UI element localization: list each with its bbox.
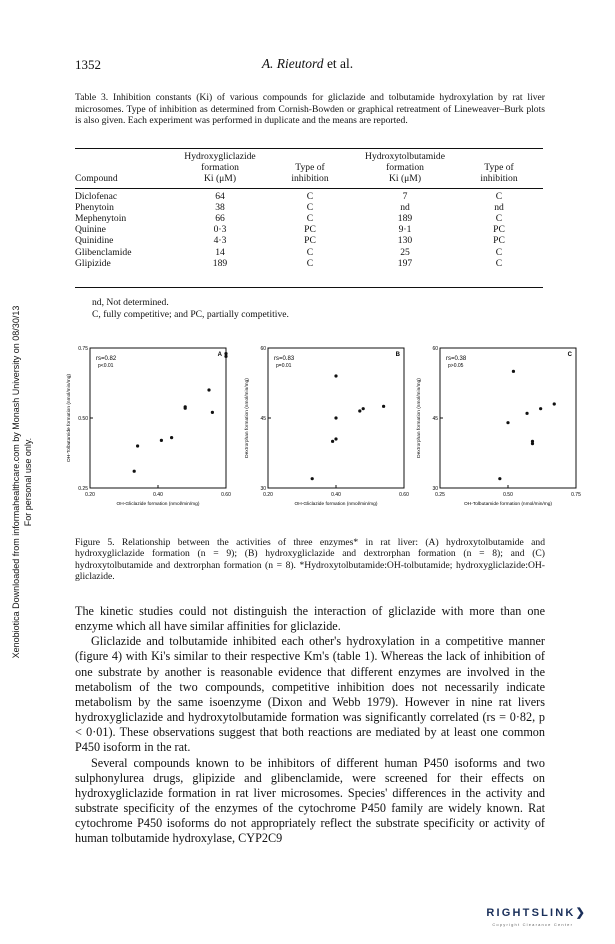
rightslink-logo-subtitle: Copyright Clearance Center <box>492 922 574 927</box>
group-header-gliclazide: Hydroxygliclazide <box>184 151 256 162</box>
type-tolbutamide-cell: C <box>495 257 503 269</box>
panel-label: B <box>395 352 400 358</box>
y-tick-label: 45 <box>260 416 266 422</box>
table-caption: Table 3. Inhibition constants (Ki) of various compounds for gliclazide and tolbutamide hydroxylation by rat liver microsomes. Type of inhibition as determined from Cornish-Bowden or graphical retreatment of Lineweaver–Burk plots is also given. Each experiment was performed in duplicate and the means are reported. <box>75 92 545 127</box>
group-header-tolbutamide: Hydroxytolbutamide <box>365 151 445 162</box>
table-row <box>75 213 543 224</box>
data-point <box>224 355 227 358</box>
stat-p: p<0.01 <box>98 363 114 369</box>
stat-p: p>0.05 <box>448 363 464 369</box>
y-axis-label: OH-Tolbutamide formation (nmol/min/mg) <box>67 374 72 462</box>
scatter-panel-b <box>236 342 411 537</box>
body-paragraph-1: The kinetic studies could not distinguish the interaction of gliclazide with more than one enzyme which all have similar affinities for gliclazide. <box>75 604 545 634</box>
compound-cell: Glipizide <box>75 257 111 269</box>
y-tick-label: 0.50 <box>78 416 88 422</box>
body-text <box>75 604 545 847</box>
y-tick-label: 30 <box>260 486 266 492</box>
x-axis-label: OH-Tolbutamide formation (nmol/min/mg) <box>464 502 552 507</box>
table-top-rule <box>75 148 543 149</box>
chevron-right-icon: ❯ <box>575 907 587 919</box>
rightslink-logo-text: RIGHTSLINK <box>486 907 576 919</box>
table-body <box>75 191 543 269</box>
compound-cell: Quinidine <box>75 235 114 247</box>
type-gliclazide-cell: C <box>306 190 314 202</box>
stat-rs: rs=0.83 <box>274 356 295 362</box>
scatter-chart <box>408 342 583 532</box>
running-head-authors: A. Rieutord <box>261 56 324 71</box>
x-tick-label: 0.60 <box>399 492 409 498</box>
data-point <box>539 407 542 410</box>
table-row <box>75 247 543 258</box>
page-number: 1352 <box>75 57 101 72</box>
table-row <box>75 258 543 269</box>
stat-p: p=0.01 <box>276 363 292 369</box>
data-point <box>362 407 365 410</box>
compound-cell: Phenytoin <box>75 201 114 213</box>
x-axis-label: OH-Gliclazide formation (nmol/min/mg) <box>116 502 200 507</box>
table-row <box>75 224 543 235</box>
data-point <box>170 436 173 439</box>
stat-rs: rs=0.38 <box>446 356 467 362</box>
ki-tolbutamide-cell: 25 <box>400 246 410 258</box>
panel-label: C <box>567 352 572 358</box>
type-gliclazide-cell: PC <box>304 224 316 236</box>
type-gliclazide-cell: C <box>306 246 314 258</box>
scatter-chart <box>236 342 411 532</box>
scatter-panel-a <box>58 342 233 537</box>
x-tick-label: 0.40 <box>331 492 341 498</box>
stat-rs: rs=0.82 <box>96 356 117 362</box>
col-compound: Compound <box>75 173 118 185</box>
ki-gliclazide-cell: 14 <box>215 246 225 258</box>
compound-cell: Quinine <box>75 224 106 236</box>
col-type-2a: Type of <box>484 162 514 174</box>
table-row <box>75 191 543 202</box>
data-point <box>334 374 337 377</box>
inhibition-table <box>75 151 543 269</box>
col-type-1b: inhibition <box>291 173 329 185</box>
x-tick-label: 0.25 <box>435 492 445 498</box>
body-paragraph-3: Several compounds known to be inhibitors of different human P450 isoforms and two sulphonylurea drugs, glipizide and glibenclamide, were screened for their effects on hydroxygliclazide formation in rat liver microsomes. Species' differences in the activity and substrate specificity of the enzymes of the cytochrome P450 family are widely known. Rat cytochrome P450 isoforms do not appropriately reflect the substrate specificity or activity of human tolbutamide hydroxylase, CYP2C9 <box>75 755 545 846</box>
data-point <box>224 352 227 355</box>
compound-cell: Glibenclamide <box>75 246 132 258</box>
data-point <box>184 407 187 410</box>
data-point <box>331 440 334 443</box>
type-tolbutamide-cell: nd <box>494 201 504 213</box>
ki-gliclazide-cell: 64 <box>215 190 225 202</box>
table-bottom-rule <box>75 287 543 288</box>
data-point <box>553 402 556 405</box>
running-head <box>0 56 615 72</box>
data-point <box>311 477 314 480</box>
ki-tolbutamide-cell: 189 <box>397 213 413 225</box>
table-note-types: C, fully competitive; and PC, partially competitive. <box>92 309 289 320</box>
compound-cell: Diclofenac <box>75 190 118 202</box>
table-row <box>75 202 543 213</box>
ki-tolbutamide-cell: 197 <box>397 257 413 269</box>
watermark-line-2: For personal use only. <box>23 437 33 527</box>
ki-gliclazide-cell: 4·3 <box>213 235 227 247</box>
y-tick-label: 45 <box>432 416 438 422</box>
type-tolbutamide-cell: C <box>495 246 503 258</box>
col-ki-1: Ki (μM) <box>203 173 237 185</box>
x-axis-label: OH-Gliclazide formation (nmol/min/mg) <box>294 502 378 507</box>
body-paragraph-2: Gliclazide and tolbutamide inhibited each other's hydroxylation in a competitive manner (figure 4) with Ki's similar to their respective Km's (table 1). Whereas the lack of inhibition of one substrate by another is reasonable evidence that different enzymes are involved in the metabolism of the two compounds, competitive inhibition does not necessarily indicate metabolism by the same isoenzyme (Dixon and Webb 1979). However in nine rat livers hydroxygliclazide and hydroxytolbutamide formation was significantly correlated (rs = 0·82, p < 0·01). These observations suggest that both reactions are mediated by at least one common P450 isoform in the rat. <box>75 634 545 755</box>
data-point <box>506 421 509 424</box>
x-tick-label: 0.40 <box>153 492 163 498</box>
ki-gliclazide-cell: 66 <box>215 213 225 225</box>
download-watermark <box>10 272 34 692</box>
scatter-panel-c <box>408 342 583 537</box>
type-gliclazide-cell: C <box>306 201 314 213</box>
col-ki-2: Ki (μM) <box>388 173 422 185</box>
watermark-line-1: Xenobiotica Downloaded from informahealthcare.com by Monash University on 08/30/13 <box>11 305 21 659</box>
col-formation-1: formation <box>201 162 239 174</box>
compound-cell: Mephenytoin <box>75 213 127 225</box>
figure-caption: Figure 5. Relationship between the activities of three enzymes* in rat liver: (A) hydroxytolbutamide and hydroxygliclazide formation (n = 9); (B) hydroxygliclazide and dextrorphan formation (n = 8); and (C) hydroxytolbutamide and dextrorphan formation (n = 8). *Hydroxytolbutamide:OH-tolbutamide; hydroxygliclazide:OH-gliclazide. <box>75 537 545 583</box>
plot-frame <box>440 348 576 488</box>
type-tolbutamide-cell: C <box>495 213 503 225</box>
y-axis-label: Dextrorphan formation (nmol/min/mg) <box>245 378 250 458</box>
col-formation-2: formation <box>386 162 424 174</box>
y-axis-label: Dextrorphan formation (nmol/min/mg) <box>417 378 422 458</box>
running-head-etal: et al. <box>323 56 354 71</box>
y-tick-label: 0.75 <box>78 346 88 352</box>
type-tolbutamide-cell: PC <box>493 235 505 247</box>
ki-tolbutamide-cell: 130 <box>397 235 413 247</box>
x-tick-label: 0.20 <box>85 492 95 498</box>
ki-gliclazide-cell: 189 <box>212 257 228 269</box>
y-tick-label: 30 <box>432 486 438 492</box>
data-point <box>160 439 163 442</box>
data-point <box>133 470 136 473</box>
ki-gliclazide-cell: 38 <box>215 201 225 213</box>
ki-gliclazide-cell: 0·3 <box>213 224 227 236</box>
scatter-chart <box>58 342 233 532</box>
type-tolbutamide-cell: PC <box>493 224 505 236</box>
data-point <box>512 370 515 373</box>
ki-tolbutamide-cell: 9·1 <box>398 224 412 236</box>
type-gliclazide-cell: C <box>306 257 314 269</box>
ki-tolbutamide-cell: nd <box>400 201 410 213</box>
table-note-nd: nd, Not determined. <box>92 297 169 308</box>
panel-label: A <box>217 352 222 358</box>
y-tick-label: 60 <box>260 346 266 352</box>
col-type-2b: inhibition <box>480 173 518 185</box>
col-type-1a: Type of <box>295 162 325 174</box>
table-row <box>75 235 543 246</box>
x-tick-label: 0.75 <box>571 492 581 498</box>
y-tick-label: 0.25 <box>78 486 88 492</box>
x-tick-label: 0.20 <box>263 492 273 498</box>
data-point <box>525 412 528 415</box>
type-gliclazide-cell: PC <box>304 235 316 247</box>
data-point <box>382 405 385 408</box>
data-point <box>211 411 214 414</box>
x-tick-label: 0.60 <box>221 492 231 498</box>
data-point <box>334 416 337 419</box>
data-point <box>531 442 534 445</box>
y-tick-label: 60 <box>432 346 438 352</box>
rightslink-logo[interactable] <box>486 906 587 927</box>
plot-frame <box>90 348 226 488</box>
ki-tolbutamide-cell: 7 <box>402 190 408 202</box>
data-point <box>136 444 139 447</box>
data-point <box>207 388 210 391</box>
type-tolbutamide-cell: C <box>495 190 503 202</box>
data-point <box>498 477 501 480</box>
data-point <box>358 409 361 412</box>
data-point <box>334 437 337 440</box>
type-gliclazide-cell: C <box>306 213 314 225</box>
x-tick-label: 0.50 <box>503 492 513 498</box>
